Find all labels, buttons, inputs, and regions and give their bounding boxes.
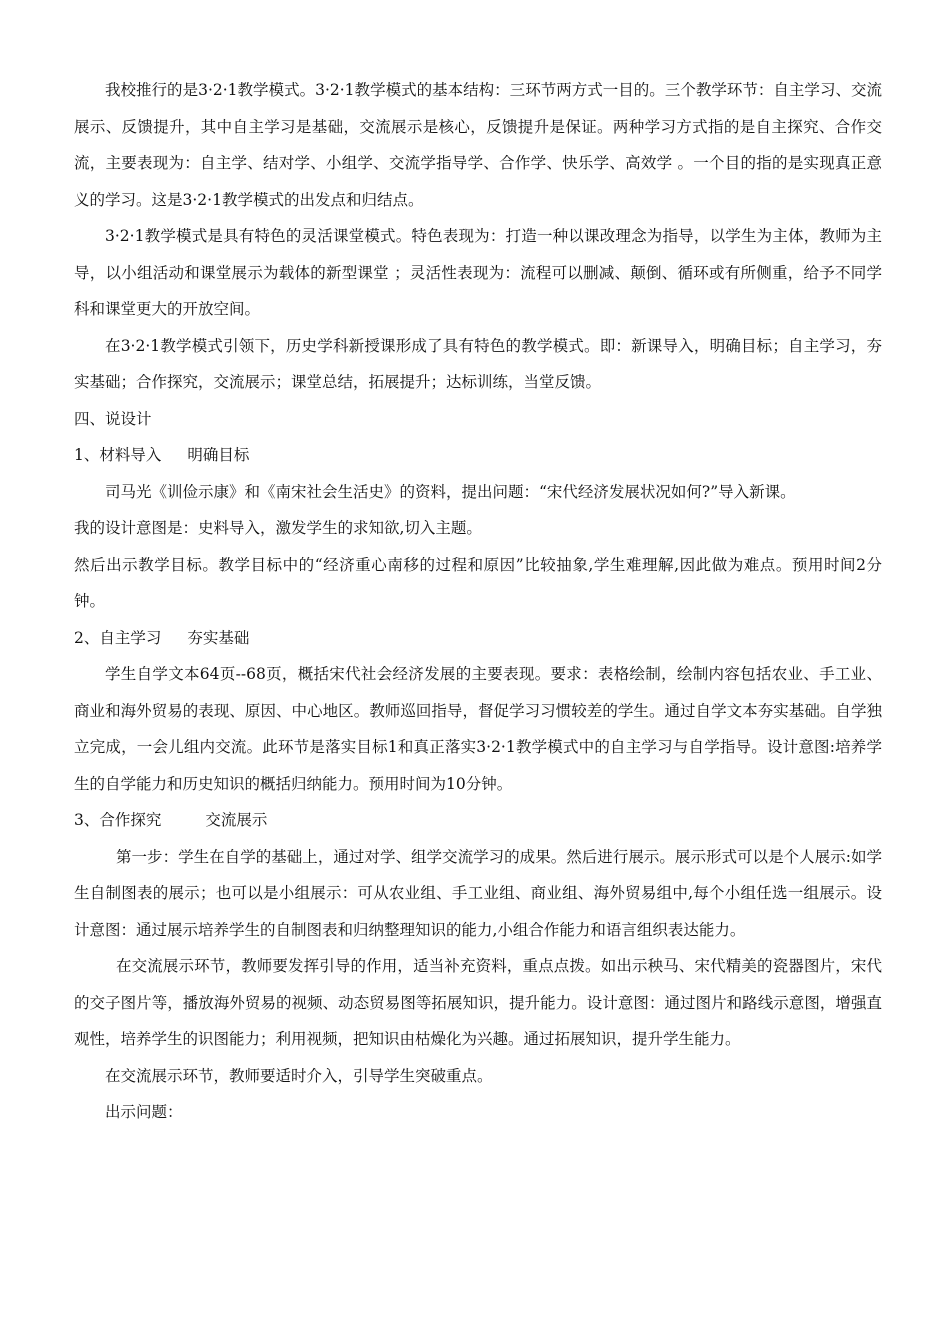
paragraph-teacher-guide: 在交流展示环节，教师要发挥引导的作用，适当补充资料，重点点拨。如出示秧马、宋代精美的瓷器图片，宋代的交子图片等，播放海外贸易的视频、动态贸易图等拓展知识，提升能力。设计意图：通过图片和路线示意图，增强直观性，培养学生的识图能力；利用视频，把知识由枯燥化为兴趣。通过拓展知识，提升学生能力。	[74, 957, 882, 1048]
step-number-3: 3、合作探究	[74, 811, 162, 829]
step-heading-3	[74, 802, 882, 839]
step-title-2: 夯实基础	[187, 628, 250, 647]
paragraph-material-intro: 司马光《训俭示康》和《南宋社会生活史》的资料，提出问题：“宋代经济发展状况如何?”导入新课。	[105, 482, 796, 501]
paragraph-show-question: 出示问题：	[105, 1103, 183, 1121]
step-title-1: 明确目标	[187, 446, 250, 464]
step-number-2: 2、自主学习	[74, 628, 162, 647]
paragraph-teaching-goal: 然后出示教学目标。教学目标中的“经济重心南移的过程和原因”比较抽象,学生难理解,因此做为难点。预用时间2分钟。	[74, 555, 882, 610]
paragraph-history-model: 在3·2·1教学模式引领下，历史学科新授课形成了具有特色的教学模式。即：新课导入，明确目标；自主学习，夯实基础；合作探究，交流展示；课堂总结，拓展提升；达标训练，当堂反馈。	[74, 336, 882, 391]
paragraph-teaching-model: 我校推行的是3·2·1教学模式。3·2·1教学模式的基本结构：三环节两方式一目的。三个教学环节：自主学习、交流展示、反馈提升，其中自主学习是基础，交流展示是核心，反馈提升是保证。两种学习方式指的是自主探究、合作交流，主要表现为：自主学、结对学、小组学、交流学指导学、合作学、快乐学、高效学 。一个目的指的是实现真正意义的学习。这是3·2·1教学模式的出发点和归结点。	[74, 81, 882, 209]
paragraph-step-one: 第一步：学生在自学的基础上，通过对学、组学交流学习的成果。然后进行展示。展示形式可以是个人展示:如学生自制图表的展示；也可以是小组展示：可从农业组、手工业组、商业组、海外贸易组中,每个小组任选一组展示。设计意图：通过展示培养学生的自制图表和归纳整理知识的能力,小组合作能力和语言组织表达能力。	[74, 847, 882, 939]
section-heading-design: 四、说设计	[74, 409, 152, 428]
step-heading-1	[74, 437, 882, 474]
paragraph-model-features: 3·2·1教学模式是具有特色的灵活课堂模式。特色表现为：打造一种以课改理念为指导，以学生为主体，教师为主导，以小组活动和课堂展示为载体的新型课堂 ；灵活性表现为：流程可以删减、颠倒、循环或有所侧重，给予不同学科和课堂更大的开放空间。	[74, 227, 882, 318]
step-title-3: 交流展示	[205, 811, 268, 829]
step-number-1: 1、材料导入	[74, 446, 162, 464]
paragraph-self-study: 学生自学文本64页--68页，概括宋代社会经济发展的主要表现。要求：表格绘制，绘制内容包括农业、手工业、商业和海外贸易的表现、原因、中心地区。教师巡回指导，督促学习习惯较差的学生。通过自学文本夯实基础。自学独立完成，一会儿组内交流。此环节是落实目标1和真正落实3·2·1教学模式中的自主学习与自学指导。设计意图:培养学生的自学能力和历史知识的概括归纳能力。预用时间为10分钟。	[74, 665, 882, 793]
paragraph-teacher-intervene: 在交流展示环节，教师要适时介入，引导学生突破重点。	[105, 1066, 493, 1085]
paragraph-design-intent-1: 我的设计意图是：史料导入，激发学生的求知欲,切入主题。	[74, 519, 482, 537]
step-heading-2	[74, 620, 882, 657]
